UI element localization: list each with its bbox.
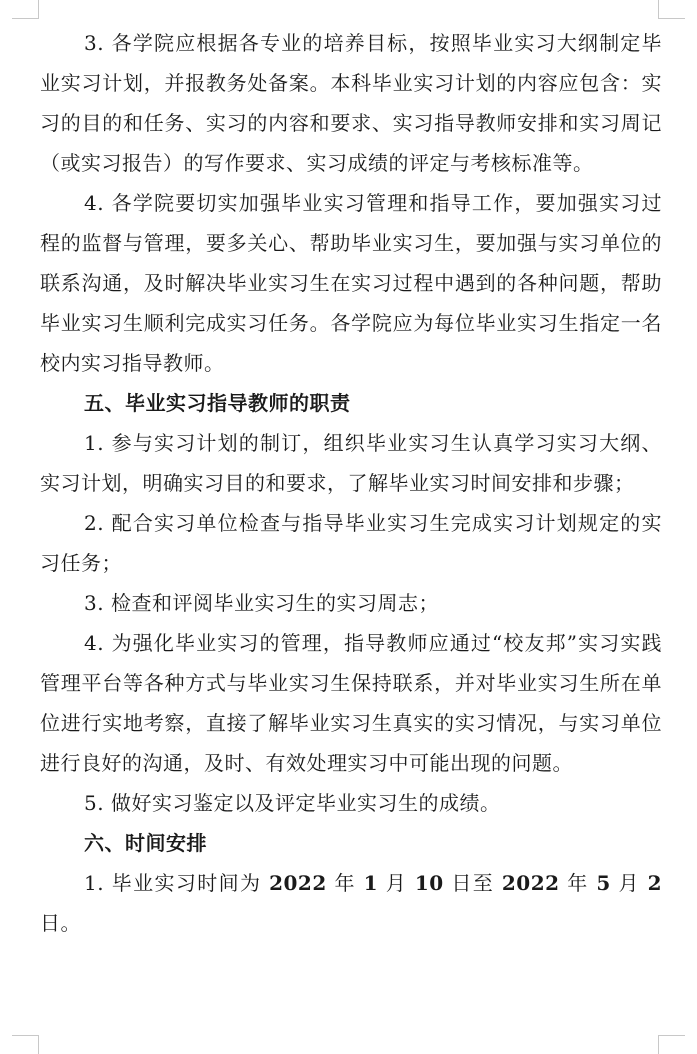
end-day: 2	[647, 871, 663, 895]
crop-mark-top-left	[12, 0, 39, 19]
paragraph-item-3: 3. 各学院应根据各专业的培养目标，按照毕业实习大纲制定毕业实习计划，并报教务处备案。本科毕业实习计划的内容应包含：实习的目的和任务、实习的内容和要求、实习指导教师安排和实习周记（或实习报告）的写作要求、实习成绩的评定与考核标准等。	[40, 31, 662, 175]
duty-item-4: 4. 为强化毕业实习的管理，指导教师应通过“校友邦”实习实践管理平台等各种方式与毕业实习生保持联系，并对毕业实习生所在单位进行实地考察，直接了解毕业实习生真实的实习情况，与实习单位进行良好的沟通，及时、有效处理实习中可能出现的问题。	[40, 631, 662, 775]
schedule-text-month: 月	[378, 871, 415, 895]
schedule-text-year-2: 年	[559, 871, 597, 895]
start-month: 1	[363, 871, 379, 895]
schedule-text-month-2: 月	[610, 871, 648, 895]
section-heading-6: 六、时间安排	[84, 831, 207, 855]
duty-item-2: 2. 配合实习单位检查与指导毕业实习生完成实习计划规定的实习任务；	[40, 511, 662, 575]
start-year: 2022	[269, 871, 327, 895]
duty-item-3: 3. 检查和评阅毕业实习生的实习周志；	[84, 591, 439, 615]
end-year: 2022	[501, 871, 560, 895]
section-heading-5: 五、毕业实习指导教师的职责	[84, 391, 351, 415]
start-day: 10	[414, 871, 444, 895]
duty-item-1: 1. 参与实习计划的制订，组织毕业实习生认真学习实习大纲、实习计划，明确实习目的和要求，了解毕业实习时间安排和步骤；	[40, 431, 662, 495]
end-month: 5	[596, 871, 611, 895]
duty-item-5: 5. 做好实习鉴定以及评定毕业实习生的成绩。	[84, 791, 501, 815]
schedule-text-end: 日。	[40, 911, 81, 935]
paragraph-item-4: 4. 各学院要切实加强毕业实习管理和指导工作，要加强实习过程的监督与管理，要多关心、帮助毕业实习生，要加强与实习单位的联系沟通，及时解决毕业实习生在实习过程中遇到的各种问题，帮助毕业实习生顺利完成实习任务。各学院应为每位毕业实习生指定一名校内实习指导教师。	[40, 191, 662, 375]
crop-mark-top-right	[658, 0, 685, 19]
schedule-text-to: 日至	[443, 871, 502, 895]
crop-mark-bottom-left	[12, 1035, 39, 1054]
schedule-item-1	[40, 863, 662, 943]
schedule-text-year: 年	[326, 871, 364, 895]
document-body	[40, 23, 662, 943]
schedule-prefix: 1. 毕业实习时间为	[84, 871, 270, 895]
crop-mark-bottom-right	[658, 1035, 685, 1054]
